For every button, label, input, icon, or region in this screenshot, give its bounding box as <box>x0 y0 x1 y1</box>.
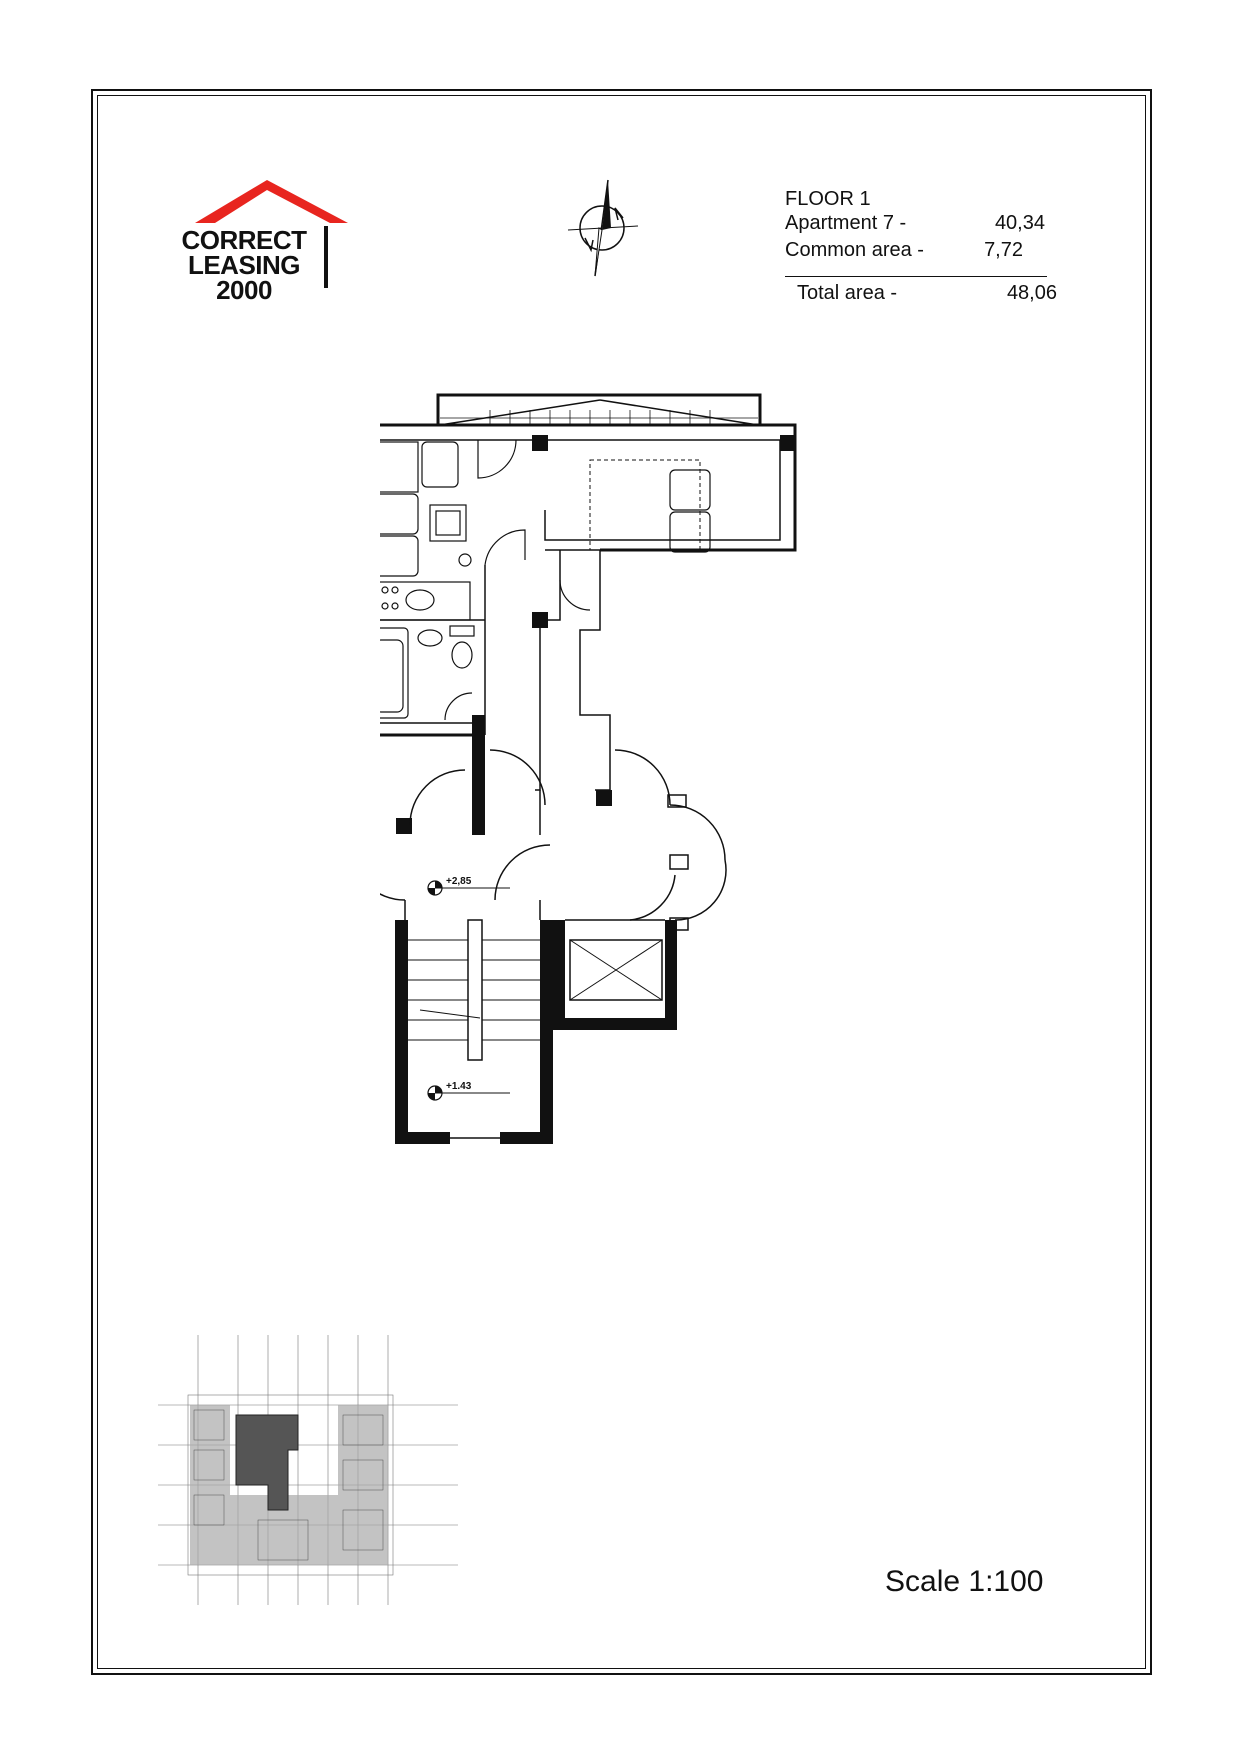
scale-label: Scale 1:100 <box>885 1565 1044 1598</box>
apartment-area-label: Apartment 7 - <box>785 212 907 234</box>
level-lower-text: +1.43 <box>446 1081 472 1092</box>
corridor-walls <box>380 735 726 930</box>
logo-text <box>164 225 324 305</box>
logo-line-2: LEASING <box>187 250 301 280</box>
kitchen-fixtures <box>380 554 471 620</box>
level-upper-text: +2,85 <box>446 876 472 887</box>
total-rule <box>785 276 1047 277</box>
level-marker-lower <box>428 1081 510 1100</box>
balcony <box>438 395 760 425</box>
apartment-walls <box>380 425 795 735</box>
living-furniture <box>380 442 710 576</box>
apartment-area-value: 40,34 <box>994 212 1045 234</box>
north-arrow-icon <box>563 178 643 278</box>
logo-line-3: 2000 <box>216 275 272 305</box>
total-area-value: 48,06 <box>1006 282 1057 304</box>
apartment-inner-walls <box>380 440 780 790</box>
bathroom-fixtures <box>380 626 474 718</box>
company-logo <box>160 178 360 308</box>
stairwell <box>395 920 553 1144</box>
level-marker-upper <box>428 876 510 895</box>
elevator-shaft <box>553 920 677 1030</box>
building-key-plan <box>158 1335 458 1605</box>
floor-plan <box>380 390 820 1280</box>
doors <box>445 440 590 720</box>
total-area-label: Total area - <box>797 282 898 304</box>
common-area-label: Common area - <box>785 239 924 261</box>
logo-line-1: CORRECT <box>181 225 307 255</box>
common-area-value: 7,72 <box>984 239 1023 261</box>
floor-label: FLOOR 1 <box>785 188 871 210</box>
